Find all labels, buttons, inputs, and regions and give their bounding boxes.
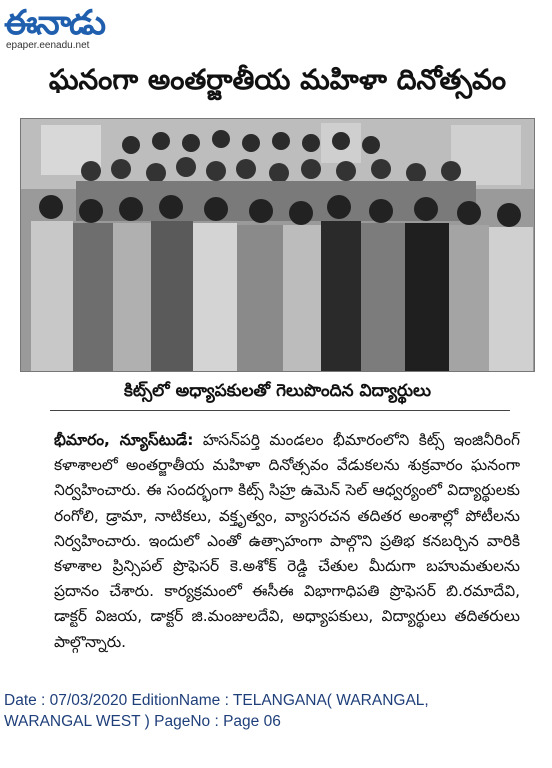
edition-meta-line-2: WARANGAL WEST ) PageNo : Page 06 bbox=[4, 713, 281, 730]
caption-divider bbox=[50, 410, 510, 411]
group-photo bbox=[20, 118, 535, 372]
article-dateline: భీమారం, న్యూస్‌టుడే: bbox=[54, 431, 194, 449]
edition-meta-line-1: Date : 07/03/2020 EditionName : TELANGANA( WARANGAL, bbox=[4, 692, 429, 709]
news-article bbox=[20, 56, 535, 682]
edition-metadata bbox=[4, 690, 544, 732]
masthead bbox=[4, 4, 154, 56]
article-body bbox=[54, 428, 520, 655]
photo-caption: కిట్స్‌లో అధ్యాపకులతో గెలుపొందిన విద్యార్థులు bbox=[124, 381, 431, 401]
site-url: epaper.eenadu.net bbox=[6, 40, 90, 51]
eenadu-logo: ఈనాడు bbox=[4, 3, 105, 43]
article-headline: ఘనంగా అంతర్జాతీయ మహిళా దినోత్సవం bbox=[48, 63, 507, 96]
article-text: హసన్‌పర్తి మండలం భీమారంలోని కిట్స్ ఇంజినీరింగ్ కళాశాలలో అంతర్జాతీయ మహిళా దినోత్సవం వేడుకలను శుక్రవారం ఘనంగా నిర్వహించారు. ఈ సందర్భంగా కిట్స్ సిహ్ర ఉమెన్ సెల్ ఆధ్వర్యంలో విద్యార్థులకు రంగోలి, డ్రామా, నాటికలు, వక్తృత్వం, వ్యాసరచన తదితర అంశాల్లో పోటీలను నిర్వహించారు. ఇందులో ఎంతో ఉత్సాహంగా పాల్గొని ప్రతిభ కనబర్చిన వారికి కళాశాల ప్రిన్సిపల్ ప్రొఫెసర్ కె.అశోక్ రెడ్డి చేతుల మీదుగా బహుమతులను ప్రదానం చేశారు. కార్యక్రమంలో ఈసీఈ విభాగాధిపతి ప్రొఫెసర్ బి.రమాదేవి, డాక్టర్ విజయ, డాక్టర్ జి.మంజులదేవి, అధ్యాపకులు, విద్యార్థులు తదితరులు పాల్గొన్నారు. bbox=[54, 431, 520, 651]
